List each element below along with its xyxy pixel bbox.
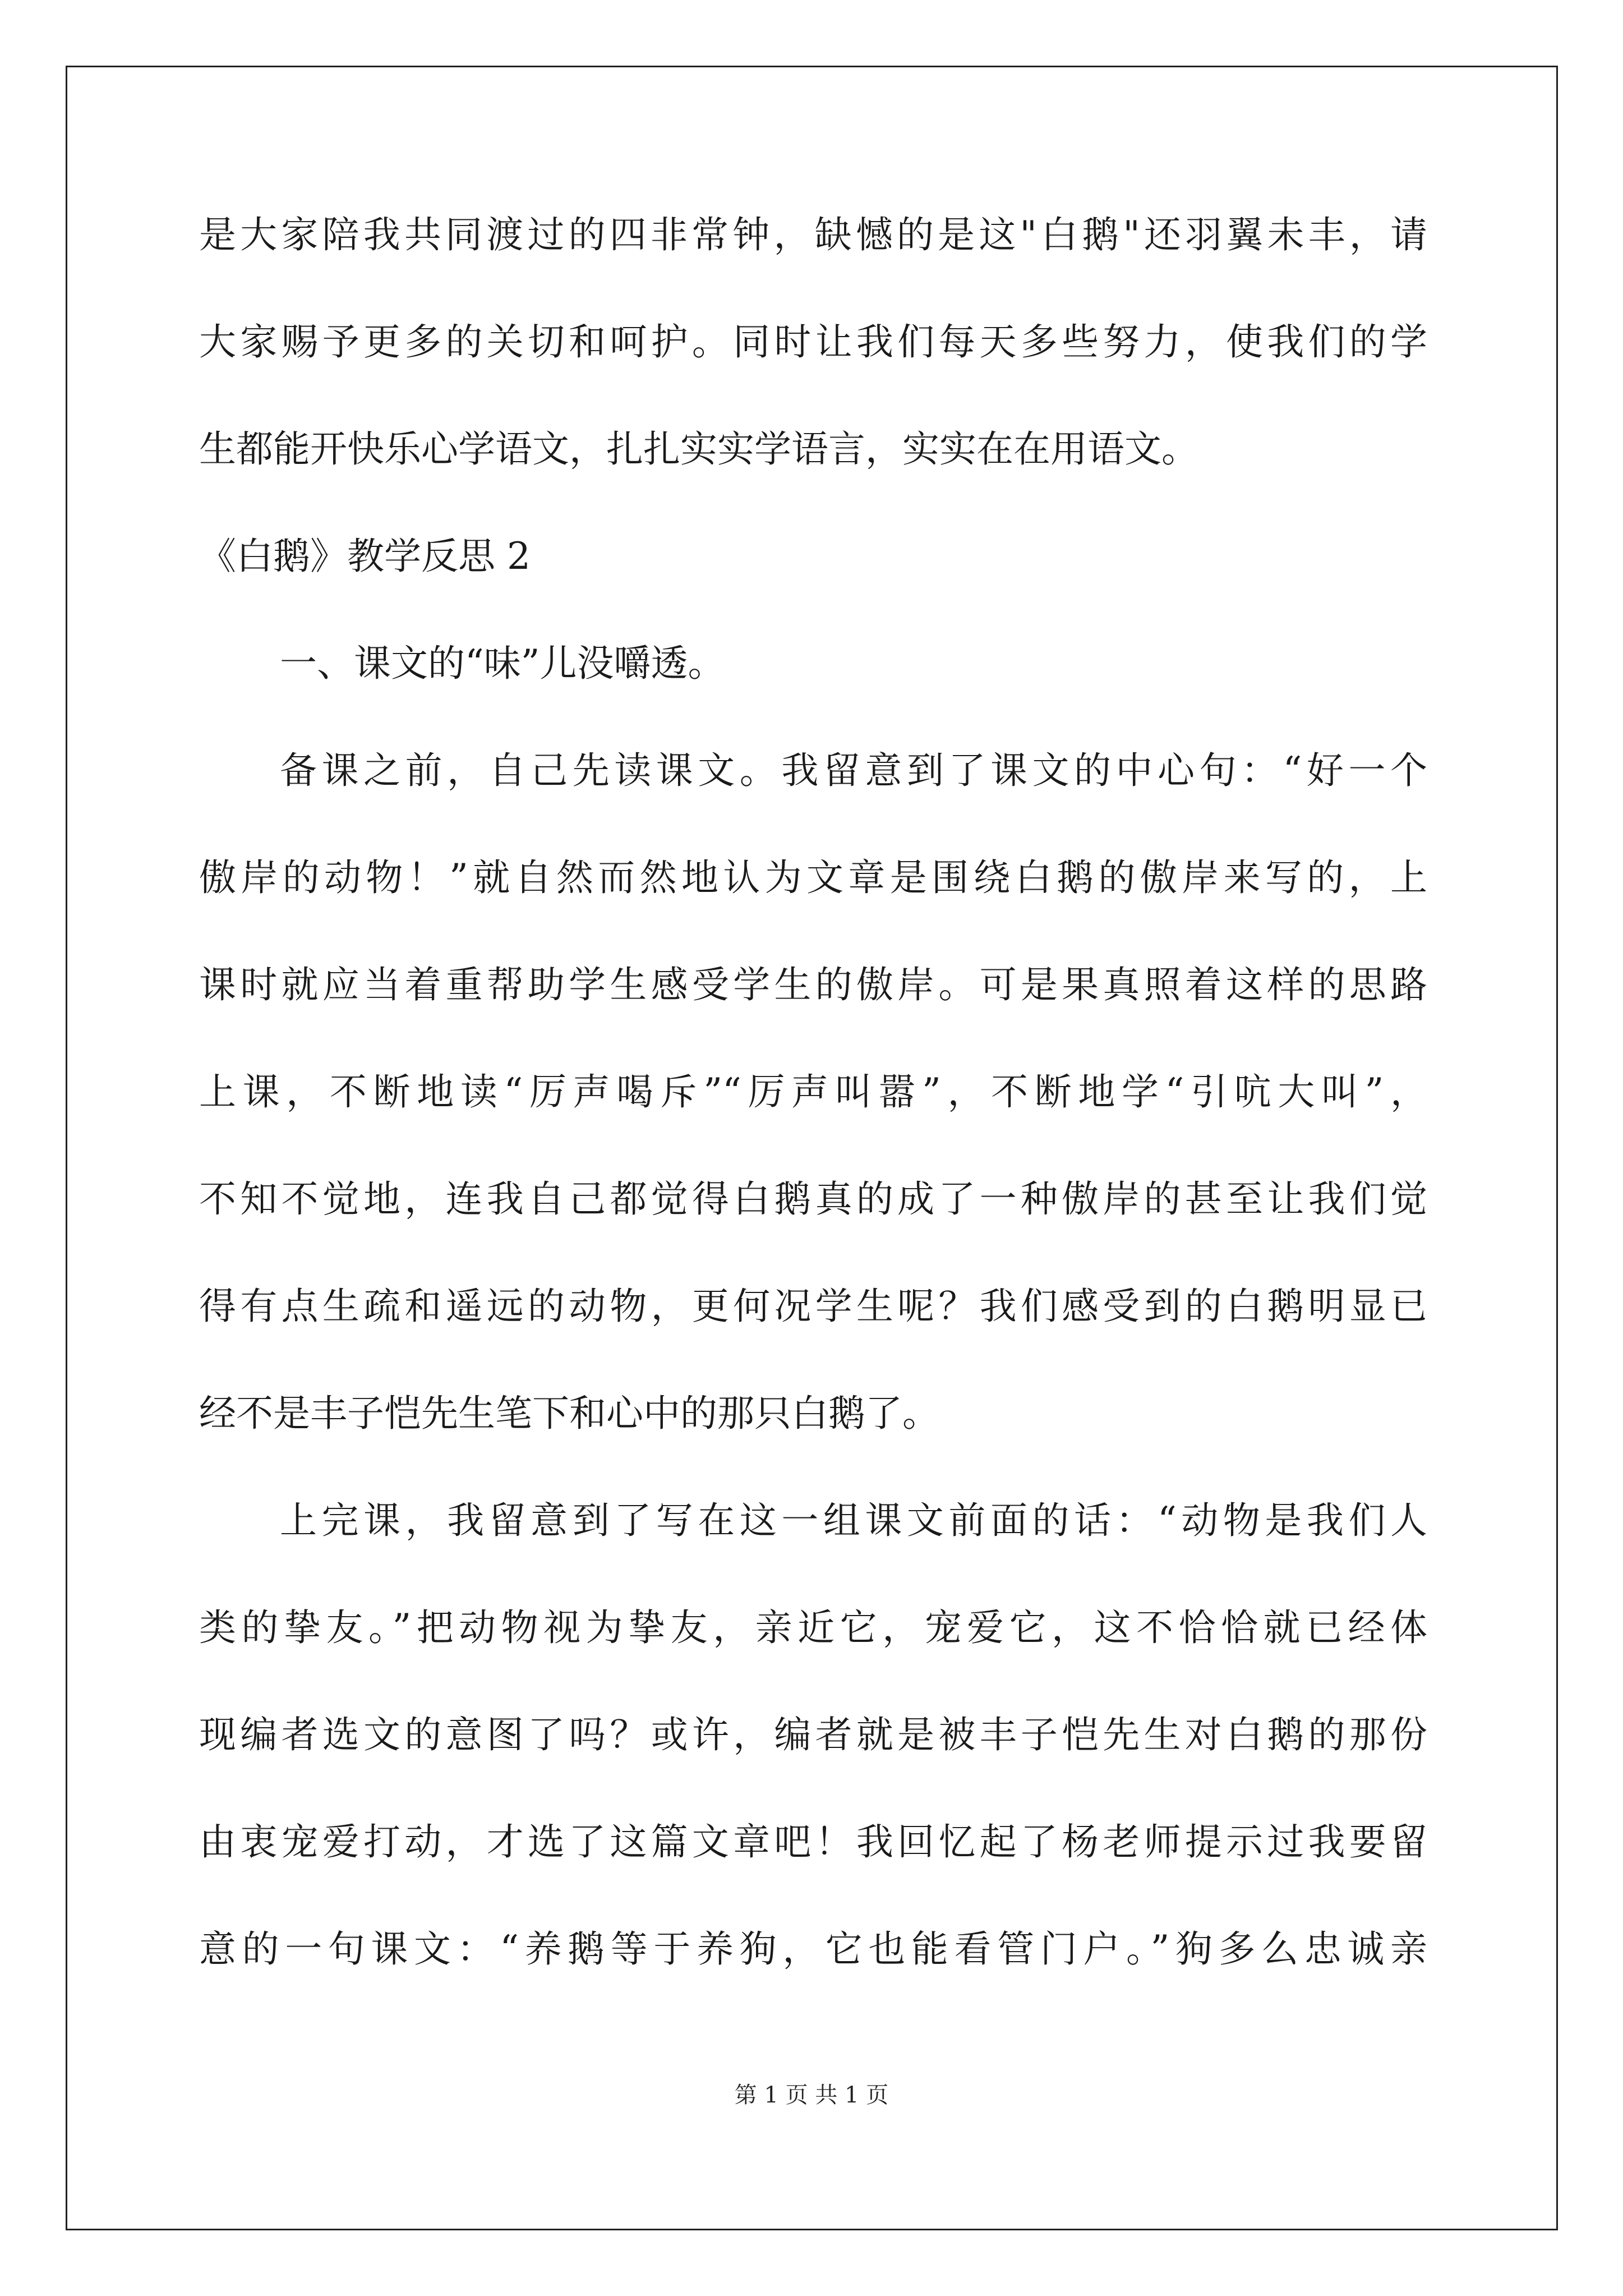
paragraph-line: 大家赐予更多的关切和呵护。同时让我们每天多些努力，使我们的学 (199, 320, 1427, 364)
section-heading: 《白鹅》教学反思 2 (199, 535, 531, 578)
page-number-footer: 第 1 页 共 1 页 (734, 2082, 889, 2108)
paragraph-line: 上完课，我留意到了写在这一组课文前面的话：“动物是我们人 (280, 1499, 1427, 1542)
paragraph-line: 课时就应当着重帮助学生感受学生的傲岸。可是果真照着这样的思路 (199, 963, 1427, 1006)
paragraph-line: 傲岸的动物！”就自然而然地认为文章是围绕白鹅的傲岸来写的，上 (199, 856, 1427, 899)
paragraph-line: 不知不觉地，连我自己都觉得白鹅真的成了一种傲岸的甚至让我们觉 (199, 1177, 1427, 1221)
paragraph-line: 意的一句课文：“养鹅等于养狗，它也能看管门户。”狗多么忠诚亲 (199, 1927, 1427, 1971)
paragraph-line: 得有点生疏和遥远的动物，更何况学生呢？我们感受到的白鹅明显已 (199, 1285, 1427, 1328)
paragraph-line: 现编者选文的意图了吗？或许，编者就是被丰子恺先生对白鹅的那份 (199, 1713, 1427, 1756)
paragraph-line: 是大家陪我共同渡过的四非常钟，缺憾的是这"白鹅"还羽翼未丰，请 (199, 213, 1427, 256)
paragraph-line: 备课之前，自己先读课文。我留意到了课文的中心句：“好一个 (280, 749, 1427, 792)
document-body (199, 213, 1427, 2037)
paragraph-line: 经不是丰子恺先生笔下和心中的那只白鹅了。 (199, 1392, 939, 1435)
subsection-heading: 一、课文的“味”儿没嚼透。 (280, 642, 725, 685)
paragraph-line: 由衷宠爱打动，才选了这篇文章吧！我回忆起了杨老师提示过我要留 (199, 1820, 1427, 1864)
paragraph-line: 生都能开快乐心学语文，扎扎实实学语言，实实在在用语文。 (199, 427, 1198, 471)
paragraph-line: 类的挚友。”把动物视为挚友，亲近它，宠爱它，这不恰恰就已经体 (199, 1606, 1427, 1649)
paragraph-line: 上课，不断地读“厉声喝斥”“厉声叫嚣”，不断地学“引吭大叫”， (199, 1070, 1427, 1114)
